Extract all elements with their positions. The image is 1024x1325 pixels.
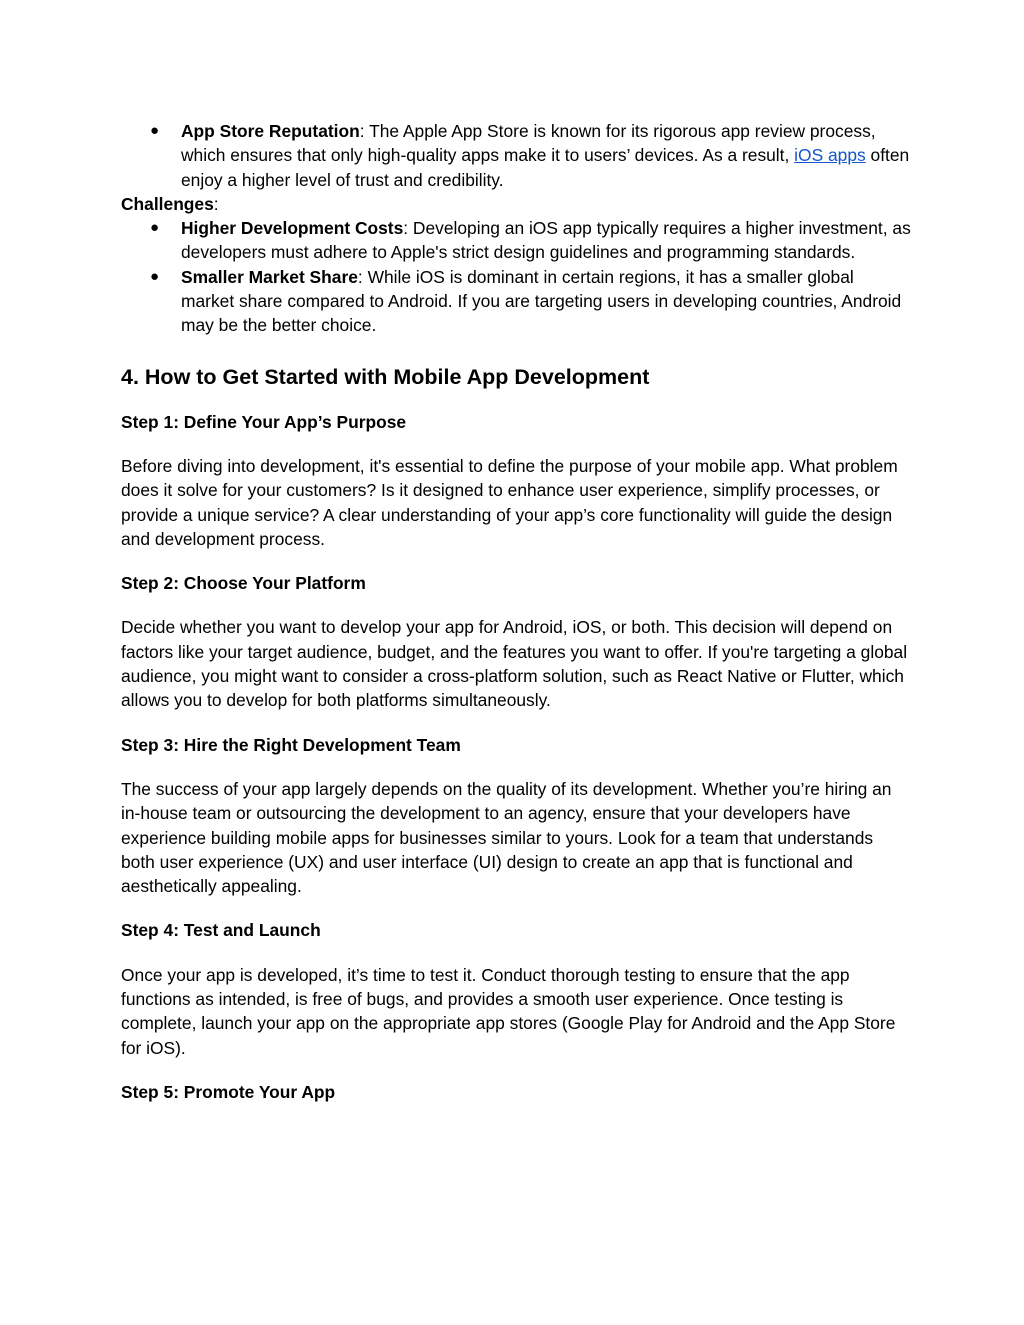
challenges-label: Challenges <box>121 193 214 214</box>
ios-apps-link[interactable]: iOS apps <box>794 145 866 166</box>
bullet-dot-icon: ● <box>150 267 160 285</box>
list-item-text: : While iOS is dominant in certain regions, it has a smaller global market share compared to Android. If you are targeting users in developing countries, Android may be the better choice. <box>181 266 902 336</box>
list-item <box>121 119 911 192</box>
list-item <box>121 216 911 265</box>
list-item <box>121 265 911 338</box>
bullet-dot-icon: ● <box>150 122 160 139</box>
list-item-text: often enjoy a higher level of trust and credibility. <box>181 145 910 190</box>
step-title: Step 5: Promote Your App <box>121 1081 336 1102</box>
bullet-list-challenges <box>121 216 911 337</box>
list-item-bold-label: Smaller Market Share <box>181 266 358 287</box>
step-title: Step 3: Hire the Right Development Team <box>121 734 461 755</box>
list-item-text: : The Apple App Store is known for its rigorous app review process, which ensures that only high-quality apps make it to users’ devices. As a result, <box>181 121 876 166</box>
challenges-heading <box>121 192 911 216</box>
list-item-text: : Developing an iOS app typically requires a higher investment, as developers must adhere to Apple's strict design guidelines and programming standards. <box>181 218 911 263</box>
step-paragraph: The success of your app largely depends on the quality of its development. Whether you’re hiring an in-house team or outsourcing the development to an agency, ensure that your developers have experience building mobile apps for businesses similar to yours. Look for a team that understands both user experience (UX) and user interface (UI) design to create an app that is functional and aesthetically appealing. <box>121 778 892 897</box>
step-paragraph: Once your app is developed, it’s time to test it. Conduct thorough testing to ensure that the app functions as intended, is free of bugs, and provides a smooth user experience. Once testing is complete, launch your app on the appropriate app stores (Google Play for Android and the App Store for iOS). <box>121 964 896 1058</box>
step-title: Step 4: Test and Launch <box>121 920 321 941</box>
document-content <box>121 119 911 1104</box>
section-title: 4. How to Get Started with Mobile App Development <box>121 364 650 389</box>
step-paragraph: Before diving into development, it's essential to define the purpose of your mobile app. What problem does it solve for your customers? Is it designed to enhance user experience, simplify processes, or provide a unique service? A clear understanding of your app’s core functionality will guide the design and development process. <box>121 455 898 549</box>
bullet-dot-icon: ● <box>150 219 160 237</box>
bullet-list-advantages <box>121 119 911 192</box>
list-item-bold-label: App Store Reputation <box>181 121 360 141</box>
step-title: Step 2: Choose Your Platform <box>121 573 366 594</box>
list-item-bold-label: Higher Development Costs <box>181 218 404 239</box>
step-paragraph: Decide whether you want to develop your app for Android, iOS, or both. This decision will depend on factors like your target audience, budget, and the features you want to offer. If you're targeting a global audience, you might want to consider a cross-platform solution, such as React Native or Flutter, which allows you to develop for both platforms simultaneously. <box>121 617 908 711</box>
challenges-colon: : <box>213 193 219 214</box>
step-title: Step 1: Define Your App’s Purpose <box>121 411 407 432</box>
